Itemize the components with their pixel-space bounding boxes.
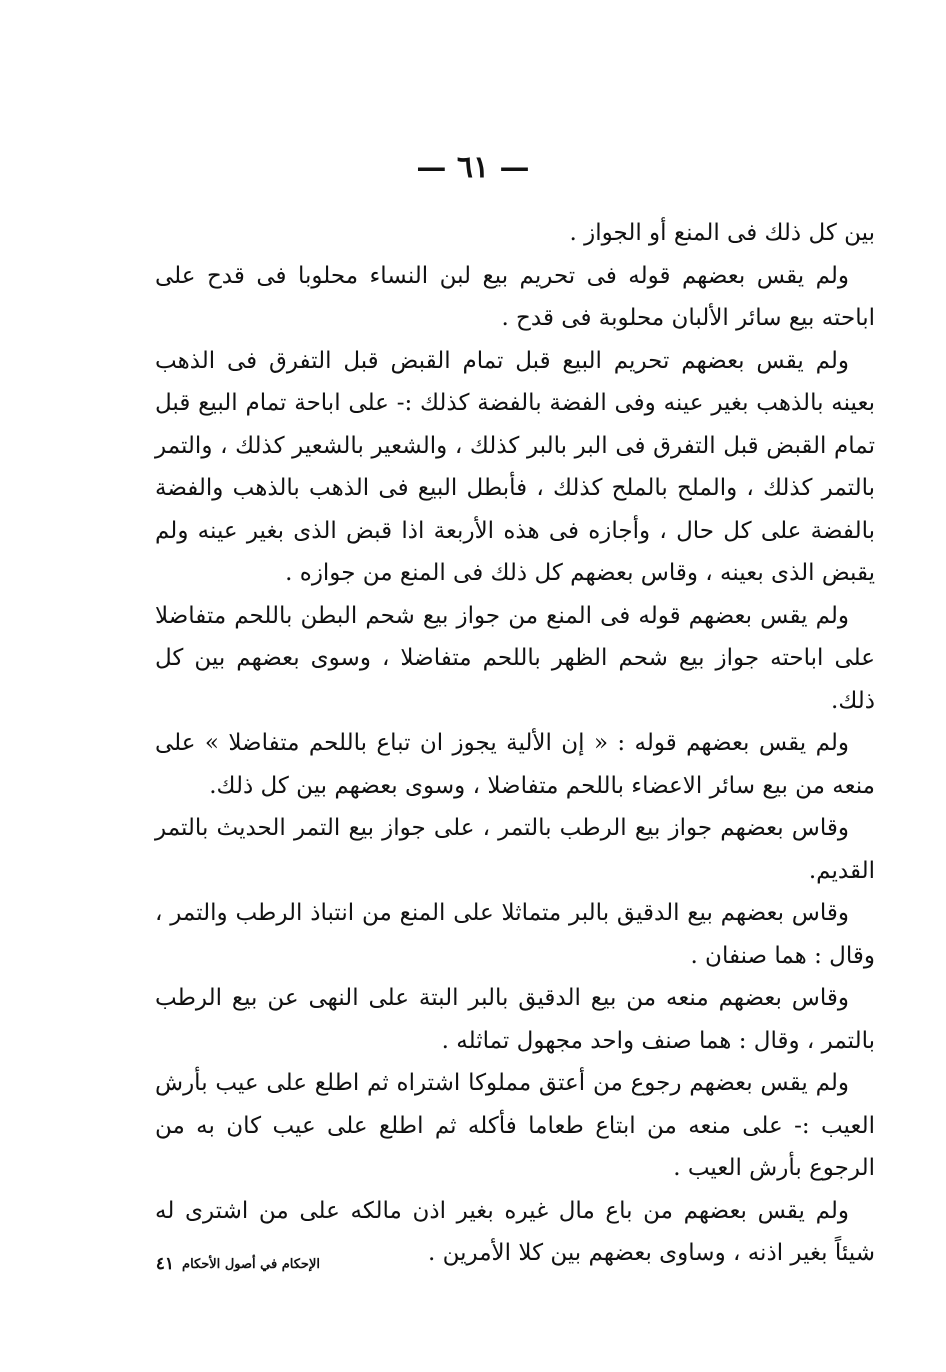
- paragraph: ولم يقس بعضهم قوله فى تحريم بيع لبن النساء محلوبا فى قدح على اباحته بيع سائر الألبان محلوبة فى قدح .: [155, 262, 875, 331]
- footer-book-title: الإحكام في أصول الأحكام: [182, 1256, 320, 1272]
- paragraph: ولم يقس بعضهم رجوع من أعتق مملوكا اشتراه ثم اطلع على عيب بأرش العيب :- على منعه من ابتاع طعاما فأكله ثم اطلع على عيب كان به من الرجوع بأرش العيب .: [155, 1070, 875, 1181]
- body-text: [155, 212, 875, 1275]
- paragraph: وقاس بعضهم منعه من بيع الدقيق بالبر البتة على النهى عن بيع الرطب بالتمر ، وقال : هما صنف واحد مجهول تماثله .: [155, 985, 875, 1054]
- paragraph: ولم يقس بعضهم تحريم البيع قبل تمام القبض قبل التفرق فى الذهب بعينه بالذهب بغير عينه وفى الفضة بالفضة كذلك :- على اباحة تمام البيع قبل تمام القبض قبل التفرق فى البر بالبر كذلك ، والشعير بالشعير كذلك ، والتمر بالتمر كذلك ، والملح بالملح كذلك ، فأبطل البيع فى الذهب بالذهب والفضة بالفضة على كل حال ، وأجازه فى هذه الأربعة اذا قبض الذى بغير عينه ولم يقبض الذى بعينه ، وقاس بعضهم كل ذلك فى المنع من جوازه .: [155, 347, 875, 586]
- paragraph: ولم يقس بعضهم قوله فى المنع من جواز بيع شحم البطن باللحم متفاضلا على اباحته جواز بيع شحم الظهر باللحم متفاضلا ، وسوى بعضهم بين كل ذلك.: [155, 602, 875, 714]
- paragraph: وقاس بعضهم جواز بيع الرطب بالتمر ، على جواز بيع التمر الحديث بالتمر القديم.: [155, 815, 875, 884]
- paragraph: وقاس بعضهم بيع الدقيق بالبر متماثلا على المنع من انتباذ الرطب والتمر ، وقال : هما صنفان .: [155, 900, 875, 969]
- footer-signature-number: ٤١: [155, 1254, 175, 1274]
- page-number: — ٦١ —: [416, 150, 530, 185]
- paragraph: ولم يقس بعضهم قوله : « إن الألية يجوز ان تباع باللحم متفاضلا » على منعه من بيع سائر الاعضاء باللحم متفاضلا ، وسوى بعضهم بين كل ذلك.: [155, 730, 875, 799]
- page-footer: [150, 1252, 320, 1276]
- paragraph: ولم يقس بعضهم من باع مال غيره بغير اذن مالكه على من اشترى له شيئاً بغير اذنه ، وساوى بعضهم بين كلا الأمرين .: [155, 1197, 875, 1266]
- paragraph: بين كل ذلك فى المنع أو الجواز .: [569, 220, 875, 246]
